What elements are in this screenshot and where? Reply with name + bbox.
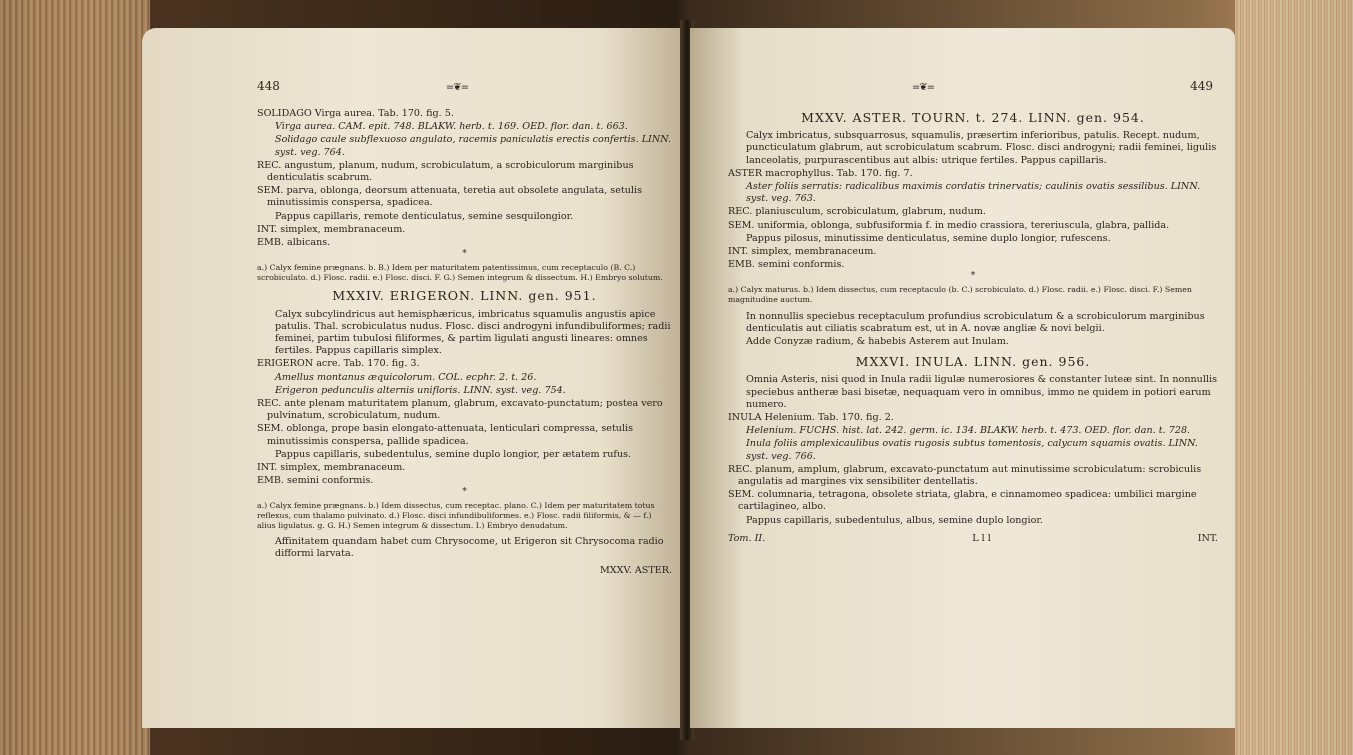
figure-note: a.) Calyx femine prægnans. b.) Idem dissectus, cum receptac. plano. C.) Idem per maturitatem totus reflexus, cum thalamo pulvinato. d.) Flosc. disci infundibuliformes. e.) Flosc. radii filiformis, & — f.) alius ligulatus. g. G. H.) Semen integrum & dissectum. I.) Embryo denudatum. [257,501,655,530]
description-line: Pappus capillaris, remote denticulatus, semine sesquilongior. [275,210,574,222]
description-line: SEM. columnaria, tetragona, obsolete striata, glabra, e cinnamomeo spadicea: umbilici margine cartilagineo, albo. [728,489,1197,513]
asterisk-divider: * [462,487,467,498]
description-line: REC. angustum, planum, nudum, scrobiculatum, a scrobiculorum marginibus denticulatis scabrum. [257,159,634,184]
page-footer [728,533,1218,545]
right-page-header [728,80,1218,104]
synonym-line: Solidago caule subflexuoso angulato, racemis paniculatis erectis confertis. LINN. syst. veg. 764. [275,134,672,158]
description-line: SEM. parva, oblonga, deorsum attenuata, teretia aut obsolete angulata, setulis minutissimis conspersa, spadicea. [257,185,642,209]
figure-note: a.) Calyx femine prægnans. b. B.) Idem per maturitatem patentissimus, cum receptaculo (B. C.) scrobiculato. d.) Flosc. radii. e.) Flosc. disci. F. G.) Semen integrum & dissectum. H.) Embryo solutum. [257,263,663,282]
description-line: REC. planum, amplum, glabrum, excavato-punctatum aut minutissime scrobiculatum: scrobiculis angulatis ad margines vix sensibiliter dentellatis. [728,463,1202,488]
genus-description: Calyx subcylindricus aut hemisphæricus, imbricatus squamulis angustis apice patulis. Thal. scrobiculatus nudus. Flosc. disci androgyni infundibuliformes; radii feminei, partim tubulosi filiformes, & partim ligulati angusti lineares: omnes fertiles. Pappus capillaris simplex. [275,308,671,357]
signature-mark: L l l [972,532,991,544]
description-line: Pappus capillaris, subedentulus, albus, semine duplo longior. [746,514,1043,526]
asterisk-divider: * [462,249,467,260]
description-line: INT. simplex, membranaceum. [257,223,406,235]
ornament-icon: =❦= [445,82,469,93]
description-line: EMB. albicans. [257,237,331,249]
description-line: Pappus capillaris, subedentulus, semine duplo longior, per ætatem rufus. [275,448,632,460]
page-number: 448 [257,79,280,93]
left-page [142,28,682,728]
synonym-line: Helenium. FUCHS. hist. lat. 242. germ. ic. 134. BLAKW. herb. t. 473. OED. flor. dan. t. 728. [746,425,1191,437]
synonym-line: Erigeron pedunculis alternis unifloris. LINN. syst. veg. 754. [275,384,566,396]
right-page [690,28,1235,728]
right-page-content [728,80,1218,545]
volume-label: Tom. II. [728,532,766,544]
genus-heading: MXXV. ASTER. TOURN. t. 274. LINN. gen. 954. [801,110,1145,125]
book-edge-right [1235,0,1353,755]
genus-description: Calyx imbricatus, subsquarrosus, squamulis, præsertim inferioribus, patulis. Recept. nudum, puncticulatum glabrum, aut scrobiculatum scabrum. Flosc. disci androgyni; radii feminei, ligulis lanceolatis, purpurascentibus aut albis: utrique fertiles. Pappus capillaris. [746,130,1217,166]
book-edge-left [0,0,150,755]
synonym-line: Virga aurea. CAM. epit. 748. BLAKW. herb. t. 169. OED. flor. dan. t. 663. [275,121,628,133]
figure-note: a.) Calyx maturus. b.) Idem dissectus, cum receptaculo (b. C.) scrobiculato. d.) Flosc. radii. e.) Flosc. disci. F.) Semen magnitudine auctum. [728,285,1192,305]
left-page-header [257,80,672,104]
species-line: SOLIDAGO Virga aurea. Tab. 170. fig. 5. [257,108,454,119]
genus-heading: MXXIV. ERIGERON. LINN. gen. 951. [332,288,597,304]
catchword: MXXV. ASTER. [599,564,672,576]
description-line: INT. simplex, membranaceum. [728,246,877,258]
remark-paragraph: In nonnullis speciebus receptaculum profundius scrobiculatum & a scrobiculorum marginibus denticulatis aut ciliatis scabratum est, ut in A. novæ angliæ & novi belgii. [746,310,1205,334]
description-line: INT. simplex, membranaceum. [257,462,406,474]
genus-description: Omnia Asteris, nisi quod in Inula radii ligulæ numerosiores & constanter luteæ sint. In nonnullis speciebus antheræ basi bisetæ, nequaquam vero in omnibus, immo ne quidem in potiori earum numero. [746,374,1217,410]
catchword: INT. [1197,532,1218,544]
genus-heading: MXXVI. INULA. LINN. gen. 956. [855,354,1091,370]
synonym-line: Aster foliis serratis: radicalibus maximis cordatis trinervatis; caulinis ovatis sessilibus. LINN. syst. veg. 763. [746,181,1201,205]
description-line: SEM. uniformia, oblonga, subfusiformia f. in medio crassiora, tereriuscula, glabra, pallida. [728,219,1170,231]
description-line: Pappus pilosus, minutissime denticulatus, semine duplo longior, rufescens. [746,232,1111,244]
ornament-icon: =❦= [911,82,935,93]
description-line: SEM. oblonga, prope basin elongato-attenuata, lenticulari compressa, setulis minutissimis conspersa, pallide spadicea. [257,423,634,447]
description-line: REC. ante plenam maturitatem planum, glabrum, excavato-punctatum; postea vero pulvinatum, scrobiculatum, nudum. [257,398,663,422]
species-line: INULA Helenium. Tab. 170. fig. 2. [728,412,894,424]
left-page-content [257,80,672,577]
page-number: 449 [1190,79,1213,93]
description-line: EMB. semini conformis. [257,475,374,487]
synonym-line: Inula foliis amplexicaulibus ovatis rugosis subtus tomentosis, calycum squamis ovatis. LINN. syst. veg. 766. [746,438,1198,462]
description-line: REC. planiusculum, scrobiculatum, glabrum, nudum. [728,206,986,218]
closing-remark: Affinitatem quandam habet cum Chrysocome, ut Erigeron sit Chrysocoma radio difformi larvata. [275,536,664,560]
remark-paragraph: Adde Conyzæ radium, & habebis Asterem aut Inulam. [746,336,1009,348]
description-line: EMB. semini conformis. [728,259,845,271]
species-line: ERIGERON acre. Tab. 170. fig. 3. [257,358,420,370]
asterisk-divider: * [970,271,976,282]
synonym-line: Amellus montanus æquicolorum. COL. ecphr. 2. t. 26. [275,371,537,383]
species-line: ASTER macrophyllus. Tab. 170. fig. 7. [728,167,913,179]
